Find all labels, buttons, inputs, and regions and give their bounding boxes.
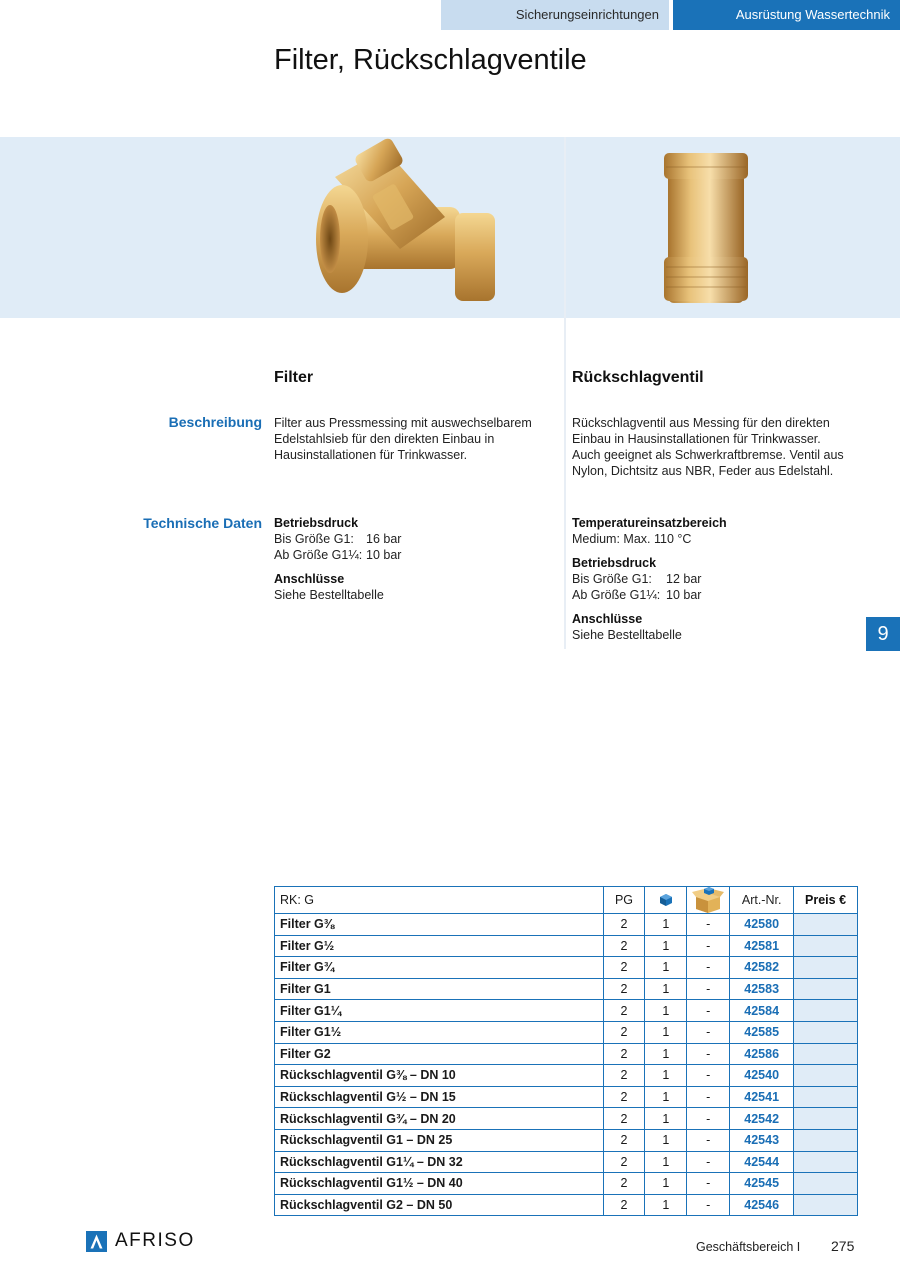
check-valve-description-line: Nylon, Dichtsitz aus NBR, Feder aus Edelstahl. xyxy=(572,464,834,478)
check-valve-description-line: Einbau in Hausinstallationen für Trinkwasser. xyxy=(572,432,821,446)
unit-quantity: 1 xyxy=(645,935,687,957)
filter-description-line: Hausinstallationen für Trinkwasser. xyxy=(274,448,468,462)
table-row[interactable] xyxy=(275,1108,858,1130)
price-group: 2 xyxy=(603,1000,645,1022)
price-cell xyxy=(794,1151,858,1173)
check-valve-connections-title: Anschlüsse xyxy=(572,612,643,626)
small-package-icon xyxy=(659,893,673,907)
table-row[interactable] xyxy=(275,1151,858,1173)
price-group: 2 xyxy=(603,1129,645,1151)
price-group: 2 xyxy=(603,935,645,957)
price-group: 2 xyxy=(603,1194,645,1216)
filter-technical-data xyxy=(274,515,559,603)
product-name: Rückschlagventil G½ – DN 15 xyxy=(275,1086,604,1108)
pack-quantity: - xyxy=(687,935,730,957)
unit-quantity: 1 xyxy=(645,1043,687,1065)
price-cell xyxy=(794,914,858,936)
table-row[interactable] xyxy=(275,1194,858,1216)
pack-quantity: - xyxy=(687,1086,730,1108)
pressure-label: Bis Größe G1: xyxy=(274,532,354,546)
price-cell xyxy=(794,935,858,957)
price-cell xyxy=(794,1194,858,1216)
unit-quantity: 1 xyxy=(645,1000,687,1022)
check-valve-product-image xyxy=(564,137,900,318)
table-row[interactable] xyxy=(275,1000,858,1022)
table-row[interactable] xyxy=(275,1173,858,1195)
product-name: Rückschlagventil G2 – DN 50 xyxy=(275,1194,604,1216)
unit-quantity: 1 xyxy=(645,1194,687,1216)
filter-pressure-title: Betriebsdruck xyxy=(274,516,359,530)
article-number[interactable]: 42544 xyxy=(730,1151,794,1173)
header-rk: RK: G xyxy=(275,887,604,914)
header-price: Preis € xyxy=(794,887,858,914)
filter-description-line: Edelstahlsieb für den direkten Einbau in xyxy=(274,432,495,446)
product-name: Rückschlagventil G1½ – DN 40 xyxy=(275,1173,604,1195)
article-number[interactable]: 42582 xyxy=(730,957,794,979)
afriso-logo-text: AFRISO xyxy=(115,1230,195,1251)
price-group: 2 xyxy=(603,1108,645,1130)
pack-quantity: - xyxy=(687,914,730,936)
pressure-value: 16 bar xyxy=(366,532,402,546)
unit-quantity: 1 xyxy=(645,1151,687,1173)
filter-pressure-row xyxy=(274,531,559,547)
price-group: 2 xyxy=(603,1043,645,1065)
price-cell xyxy=(794,1021,858,1043)
filter-description-line: Filter aus Pressmessing mit auswechselbarem xyxy=(274,416,532,430)
product-name: Filter G2 xyxy=(275,1043,604,1065)
unit-quantity: 1 xyxy=(645,1129,687,1151)
table-row[interactable] xyxy=(275,1043,858,1065)
article-number[interactable]: 42586 xyxy=(730,1043,794,1065)
article-number[interactable]: 42584 xyxy=(730,1000,794,1022)
check-valve-pressure-row xyxy=(572,587,872,603)
check-valve-technical-data xyxy=(572,515,872,643)
product-name: Filter G1¼ xyxy=(275,1000,604,1022)
pressure-label: Ab Größe G1¼: xyxy=(274,548,363,562)
pressure-value: 10 bar xyxy=(666,588,702,602)
pack-quantity: - xyxy=(687,1129,730,1151)
table-header-row xyxy=(275,887,858,914)
price-cell xyxy=(794,1086,858,1108)
unit-quantity: 1 xyxy=(645,1086,687,1108)
temperature-value: Medium: Max. 110 °C xyxy=(572,532,692,546)
pack-quantity: - xyxy=(687,1194,730,1216)
filter-heading: Filter xyxy=(274,369,314,386)
pack-quantity: - xyxy=(687,978,730,1000)
product-name: Filter G¾ xyxy=(275,957,604,979)
table-row[interactable] xyxy=(275,957,858,979)
article-number[interactable]: 42583 xyxy=(730,978,794,1000)
article-number[interactable]: 42585 xyxy=(730,1021,794,1043)
description-label: Beschreibung xyxy=(168,414,262,430)
tab-safety-devices[interactable]: Sicherungseinrichtungen xyxy=(441,0,669,30)
table-row[interactable] xyxy=(275,1086,858,1108)
product-name: Rückschlagventil G⅜ – DN 10 xyxy=(275,1065,604,1087)
pressure-label: Ab Größe G1¼: xyxy=(572,588,661,602)
check-valve-description-line: Auch geeignet als Schwerkraftbremse. Ventil aus xyxy=(572,448,844,462)
check-valve-description-line: Rückschlagventil aus Messing für den direkten xyxy=(572,416,830,430)
unit-quantity: 1 xyxy=(645,978,687,1000)
price-cell xyxy=(794,1129,858,1151)
table-row[interactable] xyxy=(275,1065,858,1087)
filter-connections-value: Siehe Bestelltabelle xyxy=(274,588,384,602)
price-group: 2 xyxy=(603,914,645,936)
product-name: Filter G⅜ xyxy=(275,914,604,936)
header-pack xyxy=(687,887,730,914)
unit-quantity: 1 xyxy=(645,957,687,979)
check-valve-pressure-row xyxy=(572,571,872,587)
unit-quantity: 1 xyxy=(645,1108,687,1130)
filter-product-image xyxy=(0,137,564,318)
price-group: 2 xyxy=(603,1173,645,1195)
table-row[interactable] xyxy=(275,1129,858,1151)
table-row[interactable] xyxy=(275,978,858,1000)
pack-quantity: - xyxy=(687,1173,730,1195)
price-group: 2 xyxy=(603,1151,645,1173)
temperature-title: Temperatureinsatzbereich xyxy=(572,516,727,530)
product-name: Rückschlagventil G¾ – DN 20 xyxy=(275,1108,604,1130)
check-valve-connections-value: Siehe Bestelltabelle xyxy=(572,628,682,642)
pressure-value: 10 bar xyxy=(366,548,402,562)
afriso-a-icon xyxy=(90,1234,103,1249)
pack-quantity: - xyxy=(687,1065,730,1087)
pack-quantity: - xyxy=(687,1021,730,1043)
pack-quantity: - xyxy=(687,1043,730,1065)
column-divider xyxy=(564,137,566,649)
unit-quantity: 1 xyxy=(645,914,687,936)
filter-pressure-row xyxy=(274,547,559,563)
price-cell xyxy=(794,1173,858,1195)
pack-quantity: - xyxy=(687,1108,730,1130)
price-group: 2 xyxy=(603,978,645,1000)
article-number[interactable]: 42546 xyxy=(730,1194,794,1216)
pack-quantity: - xyxy=(687,1000,730,1022)
pressure-label: Bis Größe G1: xyxy=(572,572,652,586)
price-cell xyxy=(794,1043,858,1065)
check-valve-pressure-title: Betriebsdruck xyxy=(572,556,657,570)
order-table xyxy=(274,886,858,1216)
product-name: Filter G1 xyxy=(275,978,604,1000)
tab-water-equipment[interactable]: Ausrüstung Wassertechnik xyxy=(673,0,900,30)
page-number: 275 xyxy=(831,1238,855,1254)
article-number[interactable]: 42542 xyxy=(730,1108,794,1130)
article-number[interactable]: 42581 xyxy=(730,935,794,957)
unit-quantity: 1 xyxy=(645,1173,687,1195)
price-cell xyxy=(794,1000,858,1022)
article-number[interactable]: 42540 xyxy=(730,1065,794,1087)
price-cell xyxy=(794,978,858,1000)
box-package-icon xyxy=(692,887,724,913)
article-number[interactable]: 42541 xyxy=(730,1086,794,1108)
table-row[interactable] xyxy=(275,935,858,957)
product-name: Filter G½ xyxy=(275,935,604,957)
table-row[interactable] xyxy=(275,914,858,936)
filter-connections-title: Anschlüsse xyxy=(274,572,345,586)
filter-description xyxy=(274,415,559,463)
technical-data-label: Technische Daten xyxy=(143,515,262,531)
check-valve-heading: Rückschlagventil xyxy=(572,369,704,386)
table-row[interactable] xyxy=(275,1021,858,1043)
pressure-value: 12 bar xyxy=(666,572,702,586)
afriso-logo-mark xyxy=(86,1231,107,1252)
header-unit xyxy=(645,887,687,914)
price-group: 2 xyxy=(603,1086,645,1108)
header-art-nr: Art.-Nr. xyxy=(730,887,794,914)
footer-section: Geschäftsbereich I xyxy=(696,1240,801,1254)
product-name: Rückschlagventil G1 – DN 25 xyxy=(275,1129,604,1151)
price-group: 2 xyxy=(603,957,645,979)
product-image-band xyxy=(0,137,900,318)
product-name: Rückschlagventil G1¼ – DN 32 xyxy=(275,1151,604,1173)
header-pg: PG xyxy=(603,887,645,914)
article-number[interactable]: 42545 xyxy=(730,1173,794,1195)
article-number[interactable]: 42580 xyxy=(730,914,794,936)
unit-quantity: 1 xyxy=(645,1021,687,1043)
price-group: 2 xyxy=(603,1021,645,1043)
price-group: 2 xyxy=(603,1065,645,1087)
chapter-tab[interactable]: 9 xyxy=(866,617,900,651)
check-valve-description xyxy=(572,415,872,479)
price-cell xyxy=(794,1065,858,1087)
page-title: Filter, Rückschlagventile xyxy=(274,44,587,76)
article-number[interactable]: 42543 xyxy=(730,1129,794,1151)
pack-quantity: - xyxy=(687,957,730,979)
price-cell xyxy=(794,1108,858,1130)
price-cell xyxy=(794,957,858,979)
unit-quantity: 1 xyxy=(645,1065,687,1087)
pack-quantity: - xyxy=(687,1151,730,1173)
product-name: Filter G1½ xyxy=(275,1021,604,1043)
afriso-logo xyxy=(86,1230,195,1252)
